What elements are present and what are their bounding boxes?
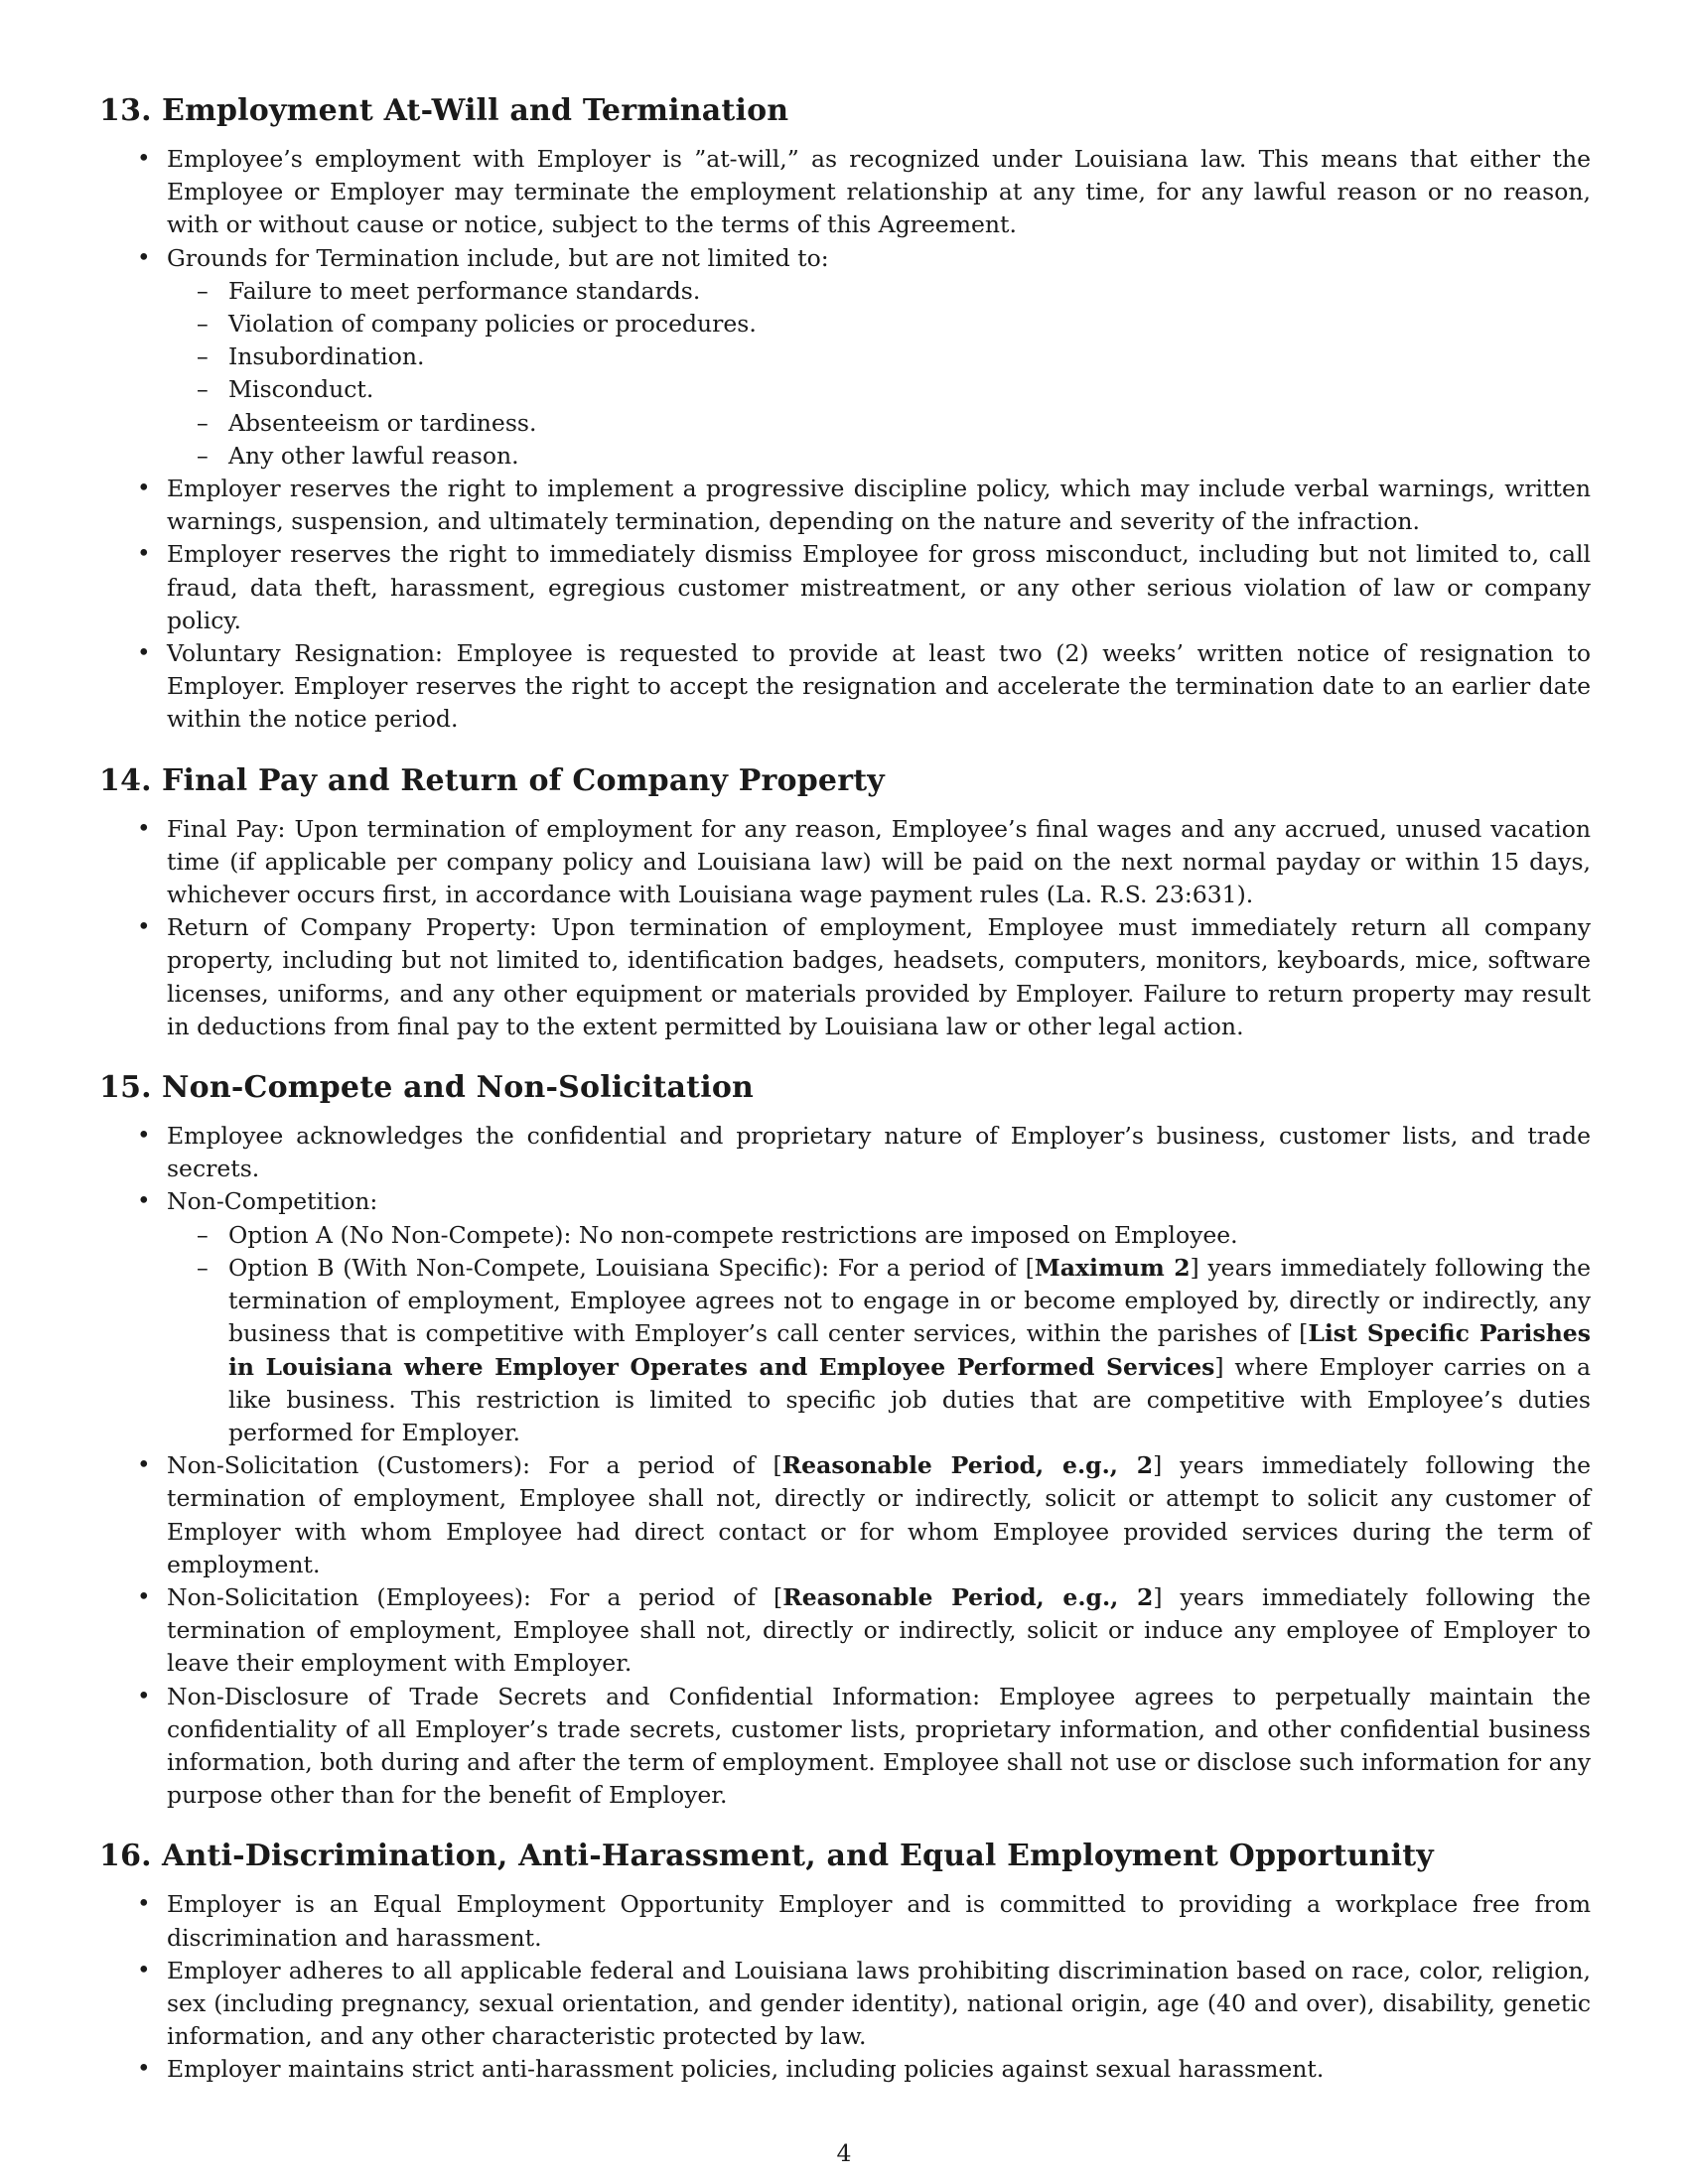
- bullet-list: [99, 143, 1591, 737]
- sub-list: [167, 1219, 1591, 1449]
- list-item-text: Non-Competition:: [167, 1187, 378, 1216]
- section-14: [99, 761, 1591, 1043]
- text-run: Option B (With Non-Compete, Louisiana Specific): For a period of [: [228, 1253, 1035, 1282]
- text-run: ] years immediately following the termination of employment, Employee shall not, directly or indirectly, solicit or induce any employee of Employer to leave their employment with Employer.: [167, 1582, 1591, 1678]
- section-16: [99, 1837, 1591, 2086]
- sub-list-item: [167, 1252, 1591, 1449]
- bullet-list: [99, 813, 1591, 1043]
- sub-list-item: – Any other lawful reason.: [167, 440, 1591, 473]
- list-item: [99, 1681, 1591, 1813]
- placeholder-bold: Reasonable Period, e.g., 2: [781, 1451, 1154, 1480]
- page-content: [99, 91, 1591, 2112]
- list-item-text: Employer reserves the right to immediately dismiss Employee for gross misconduct, including but not limited to, call fraud, data theft, harassment, egregious customer mistreatment, or any other serious violation of law or company policy.: [167, 540, 1591, 634]
- bullet-list: [99, 1120, 1591, 1812]
- placeholder-bold: Maximum 2: [1034, 1253, 1191, 1282]
- list-item-text: Employer adheres to all applicable federal and Louisiana laws prohibiting discrimination based on race, color, religion, sex (including pregnancy, sexual orientation, and gender identity), national origin, age (40 and over), disability, genetic information, and any other characteristic protected by law.: [167, 1956, 1591, 2051]
- list-item-text: Non-Disclosure of Trade Secrets and Confidential Information: Employee agrees to perpetually maintain the confidentiality of all Employer’s trade secrets, customer lists, proprietary information, and other confidential business information, both during and after the term of employment. Employee shall not use or disclose such information for any purpose other than for the benefit of Employer.: [167, 1682, 1591, 1810]
- sub-list-item: – Insubordination.: [167, 341, 1591, 373]
- list-item-text: Employer is an Equal Employment Opportunity Employer and is committed to providing a workplace free from discrimination and harassment.: [167, 1890, 1591, 1952]
- sub-list-item: – Violation of company policies or procedures.: [167, 308, 1591, 341]
- list-item: [99, 473, 1591, 538]
- list-item: [99, 2053, 1591, 2086]
- list-item: [99, 911, 1591, 1043]
- section-title: Employment At-Will and Termination: [162, 93, 789, 128]
- section-heading: [99, 1068, 1591, 1108]
- list-item-text: Return of Company Property: Upon termination of employment, Employee must immediately return all company property, including but not limited to, identification badges, headsets, computers, monitors, keyboards, mice, software licenses, uniforms, and any other equipment or materials provided by Employer. Failure to return property may result in deductions from final pay to the extent permitted by Louisiana law or other legal action.: [167, 913, 1591, 1040]
- list-item: [99, 1955, 1591, 2054]
- text-run: ] years immediately following the termination of employment, Employee agrees not to engage in or become employed by, directly or indirectly, any business that is competitive with Employer’s call center services, within the parishes of [: [228, 1253, 1591, 1348]
- sub-list-item: – Option A (No Non-Compete): No non-compete restrictions are imposed on Employee.: [167, 1219, 1591, 1252]
- text-run: ] where Employer carries on a like business. This restriction is limited to specific job duties that are competitive with Employee’s duties performed for Employer.: [228, 1352, 1591, 1446]
- list-item-text: Final Pay: Upon termination of employment for any reason, Employee’s final wages and any accrued, unused vacation time (if applicable per company policy and Louisiana law) will be paid on the next normal payday or within 15 days, whichever occurs first, in accordance with Louisiana wage payment rules (La. R.S. 23:631).: [167, 814, 1591, 909]
- list-item: [99, 538, 1591, 637]
- text-run: ] years immediately following the termination of employment, Employee shall not, directly or indirectly, solicit or attempt to solicit any customer of Employer with whom Employee had direct contact or for whom Employee provided services during the term of employment.: [167, 1451, 1591, 1578]
- list-item: [99, 242, 1591, 473]
- list-item-text: Employee acknowledges the confidential and proprietary nature of Employer’s business, customer lists, and trade secrets.: [167, 1122, 1591, 1183]
- text-run: Non-Solicitation (Customers): For a period of [: [167, 1451, 782, 1480]
- placeholder-bold: List Specific Parishes in Louisiana where Employer Operates and Employee Performed Services: [228, 1319, 1591, 1381]
- section-number: 14.: [99, 762, 152, 798]
- text-run: Non-Solicitation (Employees): For a period of [: [167, 1582, 783, 1611]
- section-title: Non-Compete and Non-Solicitation: [162, 1070, 755, 1106]
- list-item-text: Voluntary Resignation: Employee is requested to provide at least two (2) weeks’ written notice of resignation to Employer. Employer reserves the right to accept the resignation and accelerate the termination date to an earlier date within the notice period.: [167, 639, 1591, 734]
- section-number: 16.: [99, 1839, 152, 1874]
- section-title: Anti-Discrimination, Anti-Harassment, and Equal Employment Opportunity: [162, 1839, 1434, 1874]
- list-item: [99, 813, 1591, 912]
- section-title: Final Pay and Return of Company Property: [162, 762, 885, 798]
- section-number: 15.: [99, 1070, 152, 1106]
- list-item-text: Employer maintains strict anti-harassment policies, including policies against sexual harassment.: [167, 2055, 1325, 2084]
- section-heading: [99, 761, 1591, 801]
- list-item: [99, 143, 1591, 242]
- section-15: [99, 1068, 1591, 1812]
- page-number: 4: [836, 2139, 852, 2167]
- sub-list: [167, 275, 1591, 473]
- list-item: [99, 1581, 1591, 1681]
- sub-list-item: – Failure to meet performance standards.: [167, 275, 1591, 308]
- list-item: [99, 1120, 1591, 1185]
- list-item-text: Employer reserves the right to implement a progressive discipline policy, which may include verbal warnings, written warnings, suspension, and ultimately termination, depending on the nature and severity of the infraction.: [167, 475, 1591, 536]
- sub-list-item: – Misconduct.: [167, 373, 1591, 406]
- list-item: [99, 1185, 1591, 1449]
- section-heading: [99, 1837, 1591, 1876]
- placeholder-bold: Reasonable Period, e.g., 2: [782, 1582, 1154, 1611]
- section-number: 13.: [99, 93, 152, 128]
- section-13: [99, 91, 1591, 737]
- list-item-text: Grounds for Termination include, but are not limited to:: [167, 243, 829, 272]
- list-item: [99, 637, 1591, 737]
- list-item-text: Employee’s employment with Employer is ”at-will,” as recognized under Louisiana law. This means that either the Employee or Employer may terminate the employment relationship at any time, for any lawful reason or no reason, with or without cause or notice, subject to the terms of this Agreement.: [167, 145, 1591, 239]
- list-item: [99, 1449, 1591, 1581]
- sub-list-item: – Absenteeism or tardiness.: [167, 407, 1591, 440]
- list-item: [99, 1888, 1591, 1954]
- bullet-list: [99, 1888, 1591, 2086]
- section-heading: [99, 91, 1591, 131]
